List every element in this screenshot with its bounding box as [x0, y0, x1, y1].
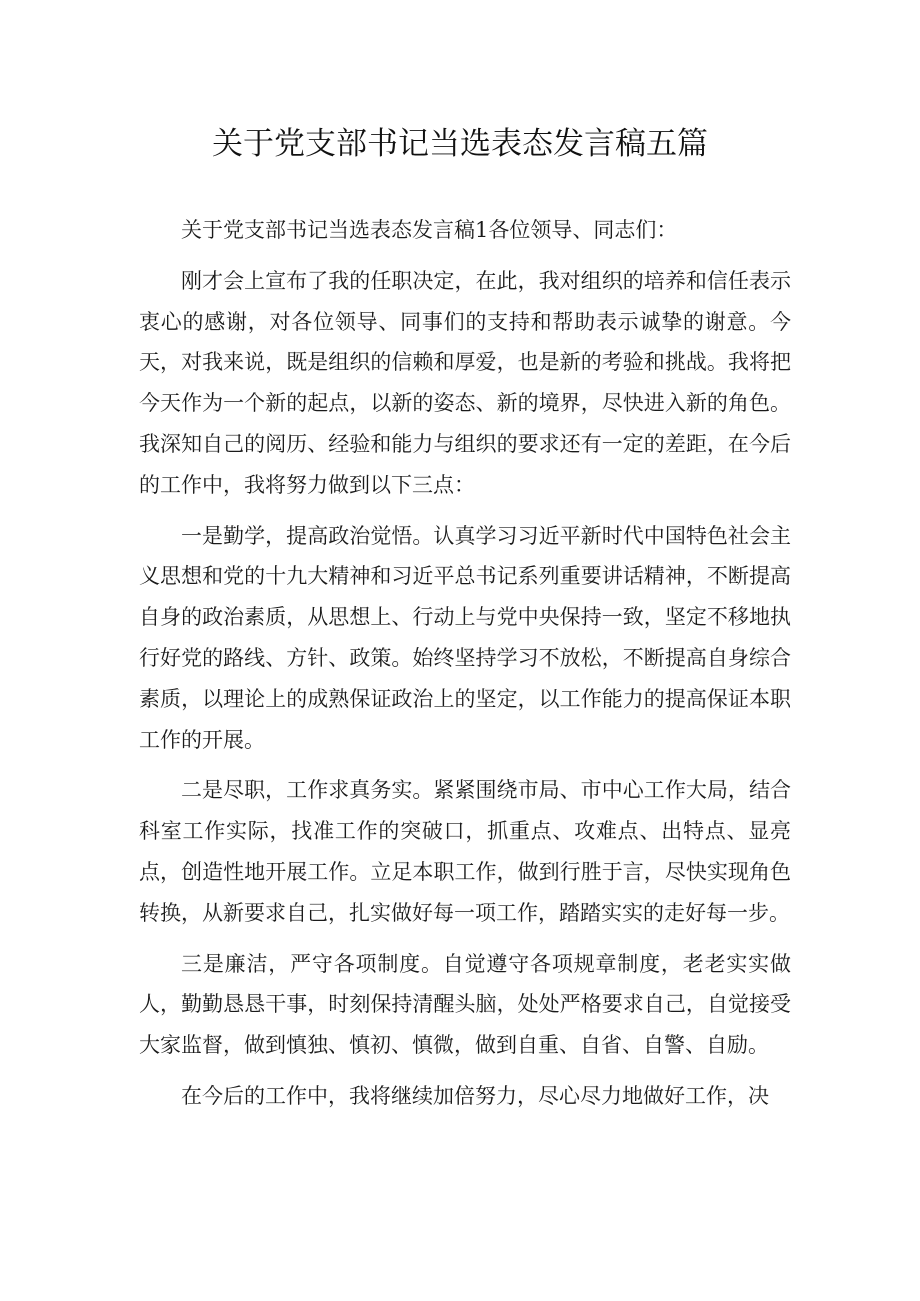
document-title: 关于党支部书记当选表态发言稿五篇 — [212, 126, 708, 162]
document-body — [139, 210, 791, 1127]
paragraph-heading-line: 关于党支部书记当选表态发言稿1各位领导、同志们： — [181, 218, 678, 242]
paragraph-closing: 在今后的工作中，我将继续加倍努力，尽心尽力地做好工作，决 — [181, 1083, 769, 1108]
paragraph-opening: 刚才会上宣布了我的任职决定，在此，我对组织的培养和信任表示衷心的感谢，对各位领导、同事们的支持和帮助表示诚挚的谢意。今天，对我来说，既是组织的信赖和厚爱，也是新的考验和挑战。我将把今天作为一个新的起点，以新的姿态、新的境界，尽快进入新的角色。我深知自己的阅历、经验和能力与组织的要求还有一定的差距，在今后的工作中，我将努力做到以下三点： — [139, 268, 791, 497]
paragraph-point-two: 二是尽职，工作求真务实。紧紧围绕市局、市中心工作大局，结合科室工作实际，找准工作的突破口，抓重点、攻难点、出特点、显亮点，创造性地开展工作。立足本职工作，做到行胜于言，尽快实现角色转换，从新要求自己，扎实做好每一项工作，踏踏实实的走好每一步。 — [139, 778, 791, 925]
paragraph-point-three: 三是廉洁，严守各项制度。自觉遵守各项规章制度，老老实实做人，勤勤恳恳干事，时刻保持清醒头脑，处处严格要求自己，自觉接受大家监督，做到慎独、慎初、慎微，做到自重、自省、自警、自励。 — [139, 951, 791, 1058]
paragraph-point-one: 一是勤学，提高政治觉悟。认真学习习近平新时代中国特色社会主义思想和党的十九大精神和习近平总书记系列重要讲话精神，不断提高自身的政治素质，从思想上、行动上与党中央保持一致，坚定不移地执行好党的路线、方针、政策。始终坚持学习不放松，不断提高自身综合素质，以理论上的成熟保证政治上的坚定，以工作能力的提高保证本职工作的开展。 — [139, 523, 791, 752]
